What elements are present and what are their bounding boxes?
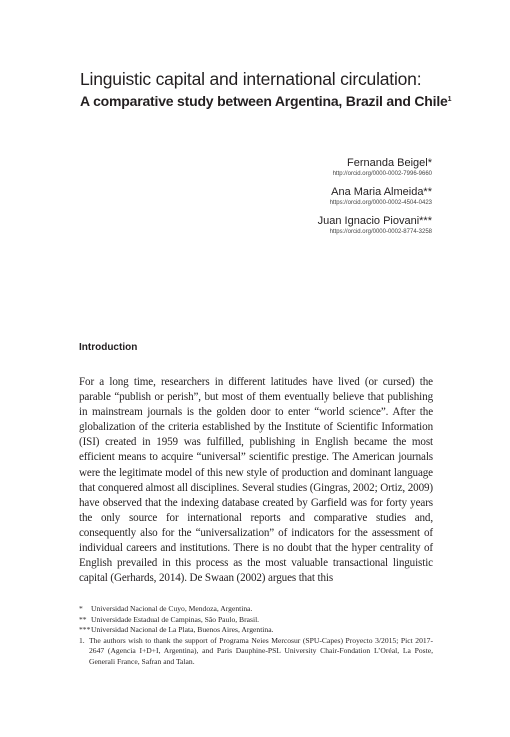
footnote-mark: **	[79, 614, 87, 624]
author-name: Juan Ignacio Piovani***	[317, 215, 432, 227]
footnote-text: Universidade Estadual de Campinas, São Paulo, Brasil.	[91, 614, 260, 624]
author-name: Fernanda Beigel*	[346, 157, 432, 169]
subtitle-text: A comparative study between Argentina, Brazil and Chile	[80, 93, 448, 109]
footnote-mark: *	[79, 604, 83, 613]
footnote-text: Universidad Nacional de La Plata, Buenos Aires, Argentina.	[91, 625, 274, 635]
footnote-text: The authors wish to thank the support of Programa Neies Mercosur (SPU-Capes) Proyecto 3/2015; Pict 2017-2647 (Agencia I+D+I, Argentina), and Paris Dauphine-PSL University Chair-Fondation L’Oréal, La Poste, Generali France, Safran and Talan.	[89, 635, 433, 666]
author-orcid-link[interactable]: http://orcid.org/0000-0002-7996-9660	[332, 171, 432, 177]
body-paragraph: For a long time, researchers in different latitudes have lived (or cursed) the parable “publish or perish”, but most of them eventually believe that publishing in mainstream journals is the golden door to enter “world science”. After the globalization of the criteria established by the Institute of Scientific Information (ISI) created in 1959 was fulfilled, publishing in English became the most efficient means to acquire “universal” scientific prestige. The American journals were the legitimate model of this new style of production and dominant language that conquered almost all disciplines. Several studies (Gingras, 2002; Ortiz, 2009) have observed that the indexing database created by Garfield was for forty years the only source for international reports and comparative studies and, consequently also for the “universalization” of indicators for the assessment of individual careers and institutions. There is no doubt that the hyper centrality of English prevailed in this process as the most valuable transactional linguistic capital (Gerhards, 2014). De Swaan (2002) argues that this	[79, 376, 433, 585]
footnote	[79, 604, 433, 615]
article-subtitle	[80, 92, 480, 110]
author-block	[132, 157, 432, 244]
article-title: Linguistic capital and international circulation:	[80, 69, 422, 89]
author-name: Ana Maria Almeida**	[331, 186, 432, 198]
author-orcid-link[interactable]: https://orcid.org/0000-0002-8774-3258	[329, 229, 432, 235]
footnote	[79, 615, 433, 626]
footnotes	[79, 604, 433, 668]
section-heading: Introduction	[79, 342, 138, 353]
footnote	[79, 636, 433, 668]
author-orcid-link[interactable]: https://orcid.org/0000-0002-4504-0423	[329, 200, 432, 206]
footnote-mark: 1.	[79, 635, 85, 645]
footnote-text: Universidad Nacional de Cuyo, Mendoza, Argentina.	[91, 604, 253, 613]
footnote	[79, 625, 433, 636]
footnote-mark: ***	[79, 625, 91, 635]
subtitle-footnote-ref[interactable]: 1	[447, 96, 452, 103]
